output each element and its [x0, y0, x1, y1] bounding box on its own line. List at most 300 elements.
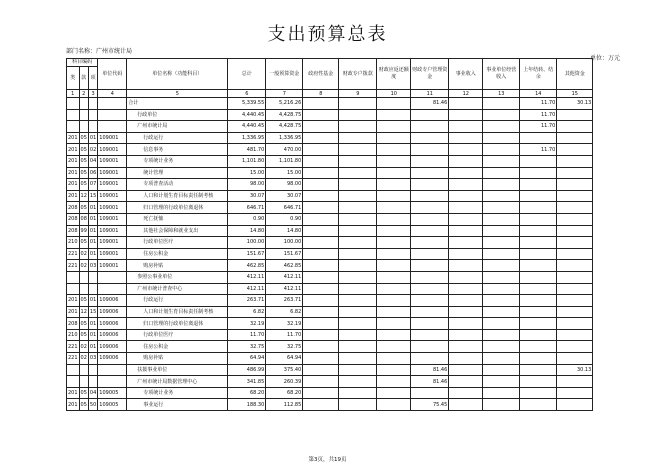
cell-kuan: 05	[79, 295, 88, 307]
cell-other-funds	[557, 376, 593, 388]
cell-business-income	[449, 213, 483, 225]
cell-prior-year-carry	[520, 364, 557, 376]
cell-other-funds: 30.13	[557, 364, 593, 376]
cell-xiang: 06	[88, 167, 97, 179]
cell-lei: 201	[67, 144, 80, 156]
cell-unit-code: 109001	[98, 179, 127, 191]
header-prior-year-carry: 上年结转、结余	[520, 59, 557, 90]
header-lei: 类	[67, 67, 80, 90]
header-operating-income: 事业单位经营收入	[483, 59, 520, 90]
cell-xiang: 01	[88, 237, 97, 249]
cell-general-budget: 98.00	[266, 179, 303, 191]
cell-gov-fund	[303, 387, 339, 399]
cell-xiang: 01	[88, 329, 97, 341]
table-row	[67, 295, 593, 307]
cell-kuan: 12	[79, 306, 88, 318]
cell-business-income	[449, 318, 483, 330]
cell-fiscal-return	[377, 260, 411, 272]
column-number: 15	[557, 90, 593, 98]
cell-gov-fund	[303, 167, 339, 179]
cell-total: 14.80	[228, 225, 266, 237]
cell-total: 0.90	[228, 213, 266, 225]
cell-fiscal-return	[377, 190, 411, 202]
cell-operating-income	[483, 260, 520, 272]
cell-fiscal-special	[339, 376, 377, 388]
cell-special-account: 81.46	[411, 364, 449, 376]
cell-other-funds	[557, 248, 593, 260]
cell-operating-income	[483, 121, 520, 133]
cell-unit-name: 行政单位医疗	[127, 237, 228, 249]
cell-general-budget: 6.82	[266, 306, 303, 318]
cell-lei: 201	[67, 132, 80, 144]
cell-gov-fund	[303, 98, 339, 110]
cell-fiscal-return	[377, 121, 411, 133]
cell-business-income	[449, 190, 483, 202]
cell-xiang	[88, 271, 97, 283]
cell-gov-fund	[303, 341, 339, 353]
cell-fiscal-return	[377, 237, 411, 249]
cell-general-budget: 64.94	[266, 353, 303, 365]
cell-kuan: 05	[79, 387, 88, 399]
cell-general-budget: 112.85	[266, 399, 303, 411]
column-number: 8	[303, 90, 339, 98]
cell-lei	[67, 376, 80, 388]
cell-fiscal-return	[377, 364, 411, 376]
cell-kuan: 99	[79, 225, 88, 237]
cell-unit-code	[98, 364, 127, 376]
header-business-income: 事业收入	[449, 59, 483, 90]
cell-fiscal-return	[377, 248, 411, 260]
cell-lei: 208	[67, 225, 80, 237]
department-label: 部门名称：广州市统计局	[66, 48, 133, 55]
cell-special-account	[411, 213, 449, 225]
cell-prior-year-carry	[520, 329, 557, 341]
cell-unit-code: 109001	[98, 190, 127, 202]
cell-prior-year-carry	[520, 202, 557, 214]
cell-business-income	[449, 225, 483, 237]
column-number: 7	[266, 90, 303, 98]
cell-special-account	[411, 190, 449, 202]
cell-special-account	[411, 283, 449, 295]
cell-xiang: 02	[88, 144, 97, 156]
header-subject-code: 科目编码	[67, 59, 98, 67]
cell-operating-income	[483, 155, 520, 167]
cell-other-funds	[557, 225, 593, 237]
cell-special-account	[411, 248, 449, 260]
cell-business-income	[449, 121, 483, 133]
cell-xiang: 03	[88, 353, 97, 365]
cell-total: 15.00	[228, 167, 266, 179]
cell-other-funds	[557, 260, 593, 272]
cell-fiscal-return	[377, 271, 411, 283]
cell-unit-name: 专项统计业务	[127, 155, 228, 167]
cell-lei: 201	[67, 155, 80, 167]
cell-prior-year-carry	[520, 387, 557, 399]
cell-fiscal-return	[377, 98, 411, 110]
cell-special-account	[411, 295, 449, 307]
table-row	[67, 121, 593, 133]
cell-general-budget: 11.70	[266, 329, 303, 341]
cell-xiang	[88, 376, 97, 388]
cell-unit-name: 行政单位医疗	[127, 329, 228, 341]
cell-kuan: 05	[79, 179, 88, 191]
cell-kuan: 02	[79, 248, 88, 260]
cell-gov-fund	[303, 399, 339, 411]
cell-business-income	[449, 306, 483, 318]
cell-general-budget: 412.11	[266, 271, 303, 283]
cell-fiscal-special	[339, 387, 377, 399]
cell-gov-fund	[303, 248, 339, 260]
cell-other-funds	[557, 121, 593, 133]
cell-prior-year-carry	[520, 306, 557, 318]
cell-special-account	[411, 179, 449, 191]
cell-gov-fund	[303, 376, 339, 388]
cell-fiscal-return	[377, 318, 411, 330]
cell-prior-year-carry	[520, 399, 557, 411]
cell-unit-code: 109005	[98, 399, 127, 411]
cell-special-account	[411, 387, 449, 399]
cell-prior-year-carry	[520, 341, 557, 353]
cell-fiscal-return	[377, 213, 411, 225]
unit-label: 单位：万元	[589, 55, 620, 62]
table-row	[67, 283, 593, 295]
cell-special-account	[411, 353, 449, 365]
table-row	[67, 306, 593, 318]
cell-unit-name: 归口管理的行政单位离退休	[127, 202, 228, 214]
cell-fiscal-special	[339, 179, 377, 191]
cell-unit-name: 购房补贴	[127, 353, 228, 365]
cell-operating-income	[483, 190, 520, 202]
cell-gov-fund	[303, 260, 339, 272]
cell-other-funds	[557, 144, 593, 156]
cell-total: 462.85	[228, 260, 266, 272]
cell-total: 5,339.55	[228, 98, 266, 110]
cell-gov-fund	[303, 121, 339, 133]
cell-fiscal-special	[339, 364, 377, 376]
cell-fiscal-special	[339, 318, 377, 330]
cell-special-account	[411, 167, 449, 179]
cell-kuan: 05	[79, 167, 88, 179]
table-row	[67, 167, 593, 179]
cell-unit-name: 统计管理	[127, 167, 228, 179]
cell-unit-name: 住房公积金	[127, 248, 228, 260]
cell-total: 30.07	[228, 190, 266, 202]
cell-operating-income	[483, 353, 520, 365]
cell-fiscal-return	[377, 399, 411, 411]
cell-gov-fund	[303, 155, 339, 167]
cell-other-funds	[557, 155, 593, 167]
cell-fiscal-special	[339, 109, 377, 121]
cell-fiscal-return	[377, 144, 411, 156]
cell-general-budget: 462.85	[266, 260, 303, 272]
cell-lei: 201	[67, 167, 80, 179]
cell-kuan	[79, 271, 88, 283]
cell-general-budget: 15.00	[266, 167, 303, 179]
cell-prior-year-carry	[520, 167, 557, 179]
cell-prior-year-carry	[520, 271, 557, 283]
cell-business-income	[449, 353, 483, 365]
cell-business-income	[449, 295, 483, 307]
cell-prior-year-carry	[520, 179, 557, 191]
cell-operating-income	[483, 295, 520, 307]
cell-lei: 208	[67, 318, 80, 330]
cell-special-account	[411, 260, 449, 272]
column-number: 10	[377, 90, 411, 98]
cell-prior-year-carry	[520, 155, 557, 167]
table-row	[67, 225, 593, 237]
header-fiscal-return: 财政应返还额度	[377, 59, 411, 90]
cell-special-account	[411, 121, 449, 133]
cell-general-budget: 646.71	[266, 202, 303, 214]
cell-kuan: 02	[79, 341, 88, 353]
cell-unit-code: 109006	[98, 329, 127, 341]
cell-operating-income	[483, 329, 520, 341]
cell-gov-fund	[303, 237, 339, 249]
cell-total: 98.00	[228, 179, 266, 191]
cell-general-budget: 5,216.26	[266, 98, 303, 110]
cell-total: 100.00	[228, 237, 266, 249]
cell-gov-fund	[303, 306, 339, 318]
cell-xiang: 50	[88, 399, 97, 411]
table-row	[67, 364, 593, 376]
cell-lei: 210	[67, 329, 80, 341]
cell-unit-name: 合计	[127, 98, 228, 110]
cell-fiscal-special	[339, 306, 377, 318]
cell-unit-name: 归口管理的行政单位离退休	[127, 318, 228, 330]
cell-business-income	[449, 144, 483, 156]
cell-unit-name: 参照公事业单位	[127, 271, 228, 283]
cell-unit-code: 109001	[98, 132, 127, 144]
cell-operating-income	[483, 376, 520, 388]
table-row	[67, 202, 593, 214]
cell-general-budget: 151.67	[266, 248, 303, 260]
column-number: 9	[339, 90, 377, 98]
cell-business-income	[449, 399, 483, 411]
cell-unit-name: 行政运行	[127, 295, 228, 307]
cell-total: 341.85	[228, 376, 266, 388]
cell-gov-fund	[303, 353, 339, 365]
cell-prior-year-carry: 11.70	[520, 144, 557, 156]
cell-other-funds: 30.13	[557, 98, 593, 110]
cell-operating-income	[483, 237, 520, 249]
cell-special-account	[411, 318, 449, 330]
cell-general-budget: 1,336.95	[266, 132, 303, 144]
cell-unit-name: 人口和计划生育目标责任制考核	[127, 306, 228, 318]
cell-general-budget: 260.39	[266, 376, 303, 388]
cell-other-funds	[557, 318, 593, 330]
cell-prior-year-carry: 11.70	[520, 109, 557, 121]
cell-fiscal-special	[339, 132, 377, 144]
cell-operating-income	[483, 364, 520, 376]
cell-special-account	[411, 225, 449, 237]
cell-unit-name: 专项普查活动	[127, 179, 228, 191]
cell-fiscal-special	[339, 144, 377, 156]
cell-lei: 208	[67, 213, 80, 225]
cell-fiscal-return	[377, 109, 411, 121]
page-title: 支出预算总表	[267, 24, 388, 45]
cell-general-budget: 0.90	[266, 213, 303, 225]
table-row	[67, 213, 593, 225]
cell-gov-fund	[303, 132, 339, 144]
cell-total: 188.30	[228, 399, 266, 411]
cell-fiscal-special	[339, 295, 377, 307]
cell-kuan	[79, 364, 88, 376]
cell-prior-year-carry	[520, 225, 557, 237]
cell-prior-year-carry	[520, 295, 557, 307]
cell-business-income	[449, 132, 483, 144]
cell-kuan: 05	[79, 144, 88, 156]
cell-fiscal-special	[339, 260, 377, 272]
header-xiang: 项	[88, 67, 97, 90]
cell-special-account	[411, 202, 449, 214]
cell-total: 32.19	[228, 318, 266, 330]
cell-kuan: 05	[79, 318, 88, 330]
cell-unit-name: 信息事务	[127, 144, 228, 156]
cell-other-funds	[557, 167, 593, 179]
cell-business-income	[449, 98, 483, 110]
header-unit-name: 单位名称（功能科目）	[127, 59, 228, 90]
cell-operating-income	[483, 387, 520, 399]
cell-lei: 221	[67, 353, 80, 365]
cell-unit-code	[98, 376, 127, 388]
cell-fiscal-special	[339, 167, 377, 179]
cell-fiscal-special	[339, 329, 377, 341]
cell-lei	[67, 283, 80, 295]
cell-other-funds	[557, 329, 593, 341]
column-number: 6	[228, 90, 266, 98]
cell-business-income	[449, 237, 483, 249]
cell-special-account	[411, 271, 449, 283]
cell-business-income	[449, 329, 483, 341]
cell-fiscal-return	[377, 225, 411, 237]
cell-gov-fund	[303, 213, 339, 225]
cell-unit-name: 事业运行	[127, 399, 228, 411]
cell-general-budget: 1,101.80	[266, 155, 303, 167]
cell-gov-fund	[303, 179, 339, 191]
cell-lei	[67, 271, 80, 283]
cell-total: 486.99	[228, 364, 266, 376]
cell-unit-name: 行政运行	[127, 132, 228, 144]
cell-total: 1,336.95	[228, 132, 266, 144]
cell-gov-fund	[303, 202, 339, 214]
cell-lei	[67, 364, 80, 376]
cell-fiscal-special	[339, 271, 377, 283]
cell-unit-name: 购房补贴	[127, 260, 228, 272]
cell-fiscal-return	[377, 295, 411, 307]
cell-other-funds	[557, 387, 593, 399]
cell-xiang	[88, 283, 97, 295]
cell-kuan: 05	[79, 155, 88, 167]
cell-unit-code	[98, 98, 127, 110]
cell-business-income	[449, 260, 483, 272]
cell-operating-income	[483, 132, 520, 144]
cell-xiang: 07	[88, 179, 97, 191]
cell-xiang	[88, 121, 97, 133]
cell-lei	[67, 109, 80, 121]
table-row	[67, 387, 593, 399]
header-fiscal-special: 财政专户拨款	[339, 59, 377, 90]
cell-unit-code: 109001	[98, 248, 127, 260]
cell-fiscal-return	[377, 155, 411, 167]
cell-special-account: 81.46	[411, 98, 449, 110]
table-row	[67, 260, 593, 272]
cell-fiscal-return	[377, 376, 411, 388]
cell-special-account	[411, 237, 449, 249]
cell-operating-income	[483, 271, 520, 283]
cell-unit-name: 广州市统计普查中心	[127, 283, 228, 295]
cell-unit-code: 109001	[98, 202, 127, 214]
cell-lei: 201	[67, 387, 80, 399]
cell-unit-code: 109001	[98, 155, 127, 167]
cell-fiscal-return	[377, 341, 411, 353]
cell-total: 6.82	[228, 306, 266, 318]
cell-business-income	[449, 109, 483, 121]
column-number: 13	[483, 90, 520, 98]
cell-unit-code: 109006	[98, 306, 127, 318]
cell-lei: 201	[67, 306, 80, 318]
cell-fiscal-return	[377, 387, 411, 399]
cell-operating-income	[483, 318, 520, 330]
cell-prior-year-carry: 11.70	[520, 121, 557, 133]
column-number: 2	[79, 90, 88, 98]
cell-fiscal-return	[377, 167, 411, 179]
cell-fiscal-special	[339, 237, 377, 249]
cell-operating-income	[483, 167, 520, 179]
cell-fiscal-special	[339, 202, 377, 214]
cell-total: 68.20	[228, 387, 266, 399]
cell-lei: 221	[67, 341, 80, 353]
cell-prior-year-carry	[520, 213, 557, 225]
cell-other-funds	[557, 179, 593, 191]
cell-other-funds	[557, 109, 593, 121]
cell-unit-code: 109006	[98, 341, 127, 353]
table-row	[67, 271, 593, 283]
cell-gov-fund	[303, 283, 339, 295]
cell-unit-name: 专项统计业务	[127, 387, 228, 399]
cell-general-budget: 263.71	[266, 295, 303, 307]
cell-kuan: 02	[79, 260, 88, 272]
column-number: 12	[449, 90, 483, 98]
cell-kuan: 05	[79, 202, 88, 214]
table-row	[67, 341, 593, 353]
cell-gov-fund	[303, 318, 339, 330]
cell-operating-income	[483, 98, 520, 110]
cell-prior-year-carry	[520, 318, 557, 330]
column-number: 3	[88, 90, 97, 98]
cell-business-income	[449, 376, 483, 388]
cell-other-funds	[557, 202, 593, 214]
cell-fiscal-return	[377, 202, 411, 214]
cell-other-funds	[557, 132, 593, 144]
cell-gov-fund	[303, 364, 339, 376]
cell-unit-name: 广州市统计局数据管理中心	[127, 376, 228, 388]
cell-unit-code	[98, 271, 127, 283]
cell-gov-fund	[303, 144, 339, 156]
cell-special-account	[411, 306, 449, 318]
cell-operating-income	[483, 341, 520, 353]
cell-fiscal-special	[339, 121, 377, 133]
cell-business-income	[449, 271, 483, 283]
cell-total: 64.94	[228, 353, 266, 365]
cell-kuan: 05	[79, 399, 88, 411]
cell-gov-fund	[303, 271, 339, 283]
cell-unit-code: 109001	[98, 167, 127, 179]
cell-general-budget: 412.11	[266, 283, 303, 295]
cell-total: 412.11	[228, 283, 266, 295]
cell-kuan	[79, 121, 88, 133]
cell-business-income	[449, 167, 483, 179]
cell-prior-year-carry	[520, 376, 557, 388]
